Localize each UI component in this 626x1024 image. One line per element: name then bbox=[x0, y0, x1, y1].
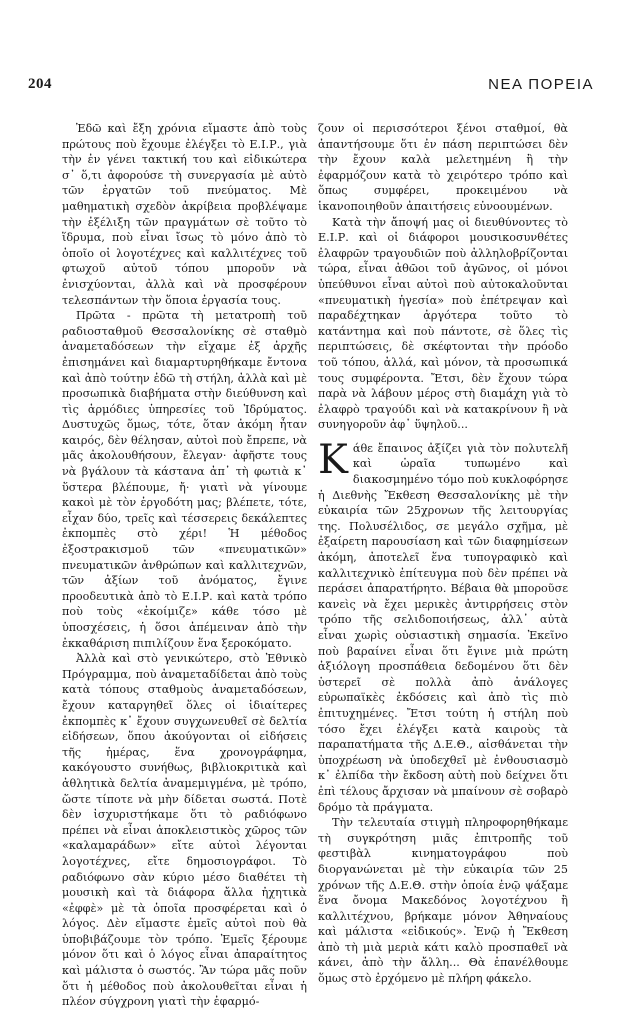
paragraph: Κατὰ τὴν ἄποψή μας οἱ διευθύνοντες τὸ Ε.Ι.Ρ. καὶ οἱ διάφοροι μουσικοσυνθέτες ἐλαφρῶν τραγουδιῶν ποὺ ἀλληλοβρίζονται τώρα, εἶναι ἀθῶοι τοῦ ἀγῶνος, οἱ μόνοι ὑπεύθυνοι εἶναι αὐτοὶ ποὺ αὐτοκαλοῦνται «πνευματικὴ ἡγεσία» ποὺ ἐπέτρεψαν καὶ παραδέχτηκαν ἀργότερα τοῦτο τὸ κατάντημα καὶ ποὺ πάντοτε, σὲ ὅλες τὶς περιπτώσεις, δὲ σκέφτονται τὴν πρόοδο τοῦ τόπου, ἀλλά, καὶ μόνον, τὰ προσωπικά τους συμφέροντα. Ἔτσι, δὲν ἔχουν τώρα παρὰ νὰ λάβουν μέρος στὴ διαμάχη γιὰ τὸ ἐλαφρὸ τραγούδι καὶ νὰ κατακρίνουν ἢ νὰ συνηγοροῦν ἀφ᾽ ὕψηλοῦ... bbox=[318, 215, 568, 432]
right-column bbox=[318, 121, 568, 987]
page-header bbox=[28, 76, 594, 98]
page-number: 204 bbox=[28, 76, 52, 92]
paragraph-text: άθε ἔπαινος ἀξίζει γιὰ τὸν πολυτελῆ καὶ ὡραῖα τυπωμένο καὶ διακοσμημένο τόμο ποὺ κυκλοφόρησε ἡ Διεθνὴς Ἔκθεση Θεσσαλονίκης μὲ τὴν εὐκαιρία τῶν 25χρονων τῆς λειτουργίας της. Πολυσέλιδος, σε μεγάλο σχῆμα, μὲ ἐξαίρετη παρουσίαση καὶ τῶν διαφημίσεων ἀκόμη, ἀποτελεῖ ἕνα τυπογραφικὸ καὶ καλλιτεχνικὸ ἐπίτευγμα ποὺ δὲν πρέπει νὰ περάσει ἀπαρατήρητο. Βέβαια θὰ μποροῦσε κανεὶς νὰ ἔχει μερικὲς ἀντιρρήσεις στὸν τρόπο τῆς σελιδοποιήσεως, ἀλλ᾽ αὐτὰ εἶναι χωρὶς οὐσιαστικὴ σημασία. Ἐκεῖνο ποὺ βαραίνει εἶναι ὅτι ἔγινε μιὰ πρώτη ἀξιόλογη προσπάθεια δεδομένου ὅτι δὲν ὑστερεῖ σὲ πολλὰ ἀπὸ ἀνάλογες εὐρωπαϊκὲς ἐκδόσεις καὶ ἀπὸ τὶς πιὸ ἐπιτυχημένες. Ἔτσι τούτη ἡ στήλη ποὺ τόσο ἔχει ἐλέγξει κατὰ καιροὺς τὰ παραπατήματα τῆς Δ.Ε.Θ., αἰσθάνεται τὴν ὑποχρέωση νὰ ὑποδεχθεῖ μὲ ἐνθουσιασμὸ κ᾽ ἐλπίδα τὴν ἔκδοση αὐτὴ ποὺ δείχνει ὅτι ἐπὶ τέλους ἄρχισαν νὰ μπαίνουν σὲ σοβαρὸ δρόμο τὰ πράγματα. bbox=[318, 441, 568, 814]
left-column bbox=[62, 121, 307, 1010]
running-title: ΝΕΑ ΠΟΡΕΙΑ bbox=[488, 76, 594, 93]
paragraph: Ἐδῶ καὶ ἔξη χρόνια εἴμαστε ἀπὸ τοὺς πρώτους ποὺ ἔχουμε ἐλέγξει τὸ Ε.Ι.Ρ., γιὰ τὴν ἐν γένει τακτική του καὶ εἰδικώτερα σ᾽ ὅ,τι ἀφορούσε τὴ συνεργασία μὲ αὐτὸ τῶν ἐργατῶν τοῦ πνεύματος. Μὲ μαθηματικὴ σχεδὸν ἀκρίβεια προβλέψαμε τὴν ἐξέλιξη τῶν πραγμάτων σὲ τοῦτο τὸ ἵδρυμα, ποὺ εἶναι ἴσως τὸ μόνο ἀπὸ τὸ ὁποῖο οἱ λογοτέχνες καὶ καλλιτέχνες τοῦ φτωχοῦ αὐτοῦ τόπου μποροῦν νὰ ἐνισχύονται, ἀλλὰ καὶ νὰ προσφέρουν τελεσπάντων τὴν ὅποια ἐργασία τους. bbox=[62, 122, 307, 307]
paragraph: Τὴν τελευταία στιγμὴ πληροφορηθήκαμε τὴ συγκρότηση μιᾶς ἐπιτροπῆς τοῦ φεστιβὰλ κινηματογράφου ποὺ διοργανώνεται μὲ τὴν εὐκαιρία τῶν 25 χρόνων τῆς Δ.Ε.Θ. στὴν ὁποία ἐνῷ ψάξαμε ἕνα ὄνομα Μακεδόνος λογοτέχνου ἢ καλλιτέχνου, βρήκαμε μόνον Ἀθηναίους καὶ μάλιστα «εἰδικούς». Ἐνῷ ἡ Ἔκθεση ἀπὸ τὴ μιὰ μεριὰ κάτι καλὸ προσπαθεῖ νὰ κάνει, ἀπὸ τὴν ἄλλη... Θὰ ἐπανέλθουμε ὅμως στὸ ἐρχόμενο μὲ πλήρη φάκελο. bbox=[318, 816, 568, 986]
paragraph: Πρῶτα - πρῶτα τὴ μετατροπὴ τοῦ ραδιοσταθμοῦ Θεσσαλονίκης σὲ σταθμὸ ἀναμεταδόσεων τὴν εἴχαμε ἐξ ἀρχῆς ἐπισημάνει καὶ διαμαρτυρηθήκαμε ἔντονα καὶ ἀπὸ τούτην ἐδῶ τὴ στήλη, ἀλλὰ καὶ μὲ προσωπικὰ διαβήματα στὴν διεύθυνση καὶ τὶς ἁρμόδιες ὑπηρεσίες τοῦ Ἱδρύματος. Δυστυχῶς ὅμως, τότε, ὅταν ἀκόμη ἦταν καιρός, δὲν θέλησαν, αὐτοὶ ποὺ ἔπρεπε, νὰ μᾶς ἀκολουθήσουν, ἔλεγαν· ἀφῆστε τους νὰ βγάλουν τὰ κάστανα ἀπ᾽ τὴ φωτιὰ κ᾽ ὕστερα βλέπουμε, ἤ· γιατὶ νὰ γίνουμε κακοὶ μὲ τὸν ἐργοδότη μας; βλέπετε, τότε, εἶχαν δύο, τρεῖς καὶ τέσσερεις δεκάλεπτες ἐκπομπὲς στὸ χέρι! Ἡ μέθοδος ἐξοστρακισμοῦ τῶν «πνευματικῶν» πνευματικῶν ἀνθρώπων καὶ καλλιτεχνῶν, τῶν ἀξίων τοῦ ἀνόματος, ἔγινε προοδευτικὰ ἀπὸ τὸ Ε.Ι.Ρ. καὶ κατὰ τρόπο ποὺ τοὺς «ἐκοίμιζε» κάθε τόσο μὲ ὑποσχέσεις, ἡ ὅσοι ἀπέμειναν ἀπὸ τὴν ἐκκαθάριση πιπιλίζουν ἕνα ξεροκόματο. bbox=[62, 309, 307, 650]
paragraph-continuation: ζουν οἱ περισσότεροι ξένοι σταθμοί, θὰ ἀπαντήσουμε ὅτι ἐν πάση περιπτώσει δὲν τὴν ἔχουν καλὰ μελετημένη ἢ τὴν ἐφαρμόζουν κατὰ τὸ χειρότερο τρόπο καὶ ὅπως συμφέρει, προκειμένου νὰ ἱκανοποιηθοῦν ἀπαιτήσεις εὐνοουμένων. bbox=[318, 122, 568, 213]
drop-cap: Κ bbox=[318, 436, 348, 483]
drop-cap-paragraph bbox=[318, 436, 568, 815]
paragraph: Ἀλλὰ καὶ στὸ γενικώτερο, στὸ Ἐθνικὸ Πρόγραμμα, ποὺ ἀναμεταδίδεται ἀπὸ τοὺς κατὰ τόπους σταθμοὺς ἀναμεταδόσεων, ἔχουν καταργηθεῖ ὅλες οἱ ἰδιαίτερες ἐκπομπὲς κ᾽ ἔχουν συγχωνευθεῖ σὲ δελτία εἰδήσεων, ὅπου ἀκούγονται οἱ εἰδήσεις τῆς ἡμέρας, ἕνα χρονογράφημα, κακόγουστο συνήθως, βιβλιοκριτικὰ καὶ ἀθλητικὰ δελτία ἀναμεμιγμένα, μὲ τρόπο, ὥστε τίποτε νὰ μὴν δίδεται σωστά. Ποτὲ δὲν ἰσχυριστήκαμε ὅτι τὸ ραδιόφωνο πρέπει νὰ εἶναι ἀποκλειστικὸς χῶρος τῶν «καλαμαράδων» εἴτε αὐτοὶ λέγονται λογοτέχνες, εἴτε δημοσιογράφοι. Τὸ ραδιόφωνο σὰν κύριο μέσο διαθέτει τὴ μουσικὴ καὶ τὰ διάφορα ἄλλα ἠχητικὰ «ἐφφὲ» μὲ τὰ ὁποῖα προσφέρεται καὶ ὁ λόγος. Δὲν εἴμαστε ἐμεῖς αὐτοὶ ποὺ θὰ ὑποβιβάζουμε τὸν τρόπο. Ἐμεῖς ξέρουμε μόνον ὅτι καὶ ὁ λόγος εἶναι ἀπαραίτητος καὶ μάλιστα ὁ σωστός. Ἂν τώρα μᾶς ποῦν ὅτι ἡ μέθοδος ποὺ ἀκολουθεῖται εἶναι ἡ πλέον σύγχρονη γιατὶ τὴν ἐφαρμό- bbox=[62, 652, 307, 1009]
